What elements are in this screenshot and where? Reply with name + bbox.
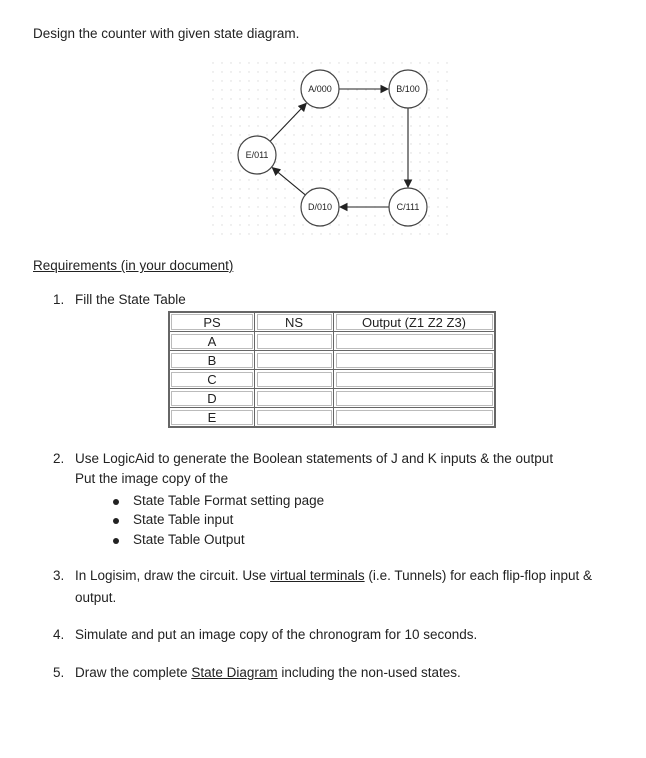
bullet-item: State Table Output [133, 532, 245, 547]
output-cell[interactable] [334, 332, 496, 351]
item-1-number: 1. [53, 292, 65, 307]
bullet-item: State Table input [133, 512, 234, 527]
item-3-number: 3. [53, 568, 65, 583]
ns-cell[interactable] [255, 389, 334, 408]
requirements-heading: Requirements (in your document) [33, 258, 234, 273]
ps-cell: D [169, 389, 255, 408]
output-cell[interactable] [334, 408, 496, 428]
state-label-d: D/010 [307, 202, 333, 212]
header-ns: NS [255, 312, 334, 332]
table-row [169, 351, 495, 370]
state-table-header-row [169, 312, 495, 332]
item-5-number: 5. [53, 665, 65, 680]
output-cell[interactable] [334, 370, 496, 389]
item-2-line-2: Put the image copy of the [75, 471, 229, 486]
virtual-terminals-link[interactable]: virtual terminals [270, 568, 365, 583]
ns-cell[interactable] [255, 408, 334, 428]
item-4-text: Simulate and put an image copy of the chronogram for 10 seconds. [75, 627, 478, 642]
ps-cell: E [169, 408, 255, 428]
state-label-a: A/000 [308, 84, 332, 94]
bullet-dot [113, 499, 119, 505]
page-title: Design the counter with given state diagram. [33, 26, 300, 41]
state-label-c: C/111 [396, 202, 420, 212]
table-row [169, 370, 495, 389]
bullet-dot [113, 518, 119, 524]
item-5-text-post: including the non-used states. [277, 665, 461, 680]
state-diagram [212, 62, 452, 238]
item-2-number: 2. [53, 451, 65, 466]
item-1 [53, 292, 186, 307]
item-3-line-2: output. [75, 590, 117, 605]
output-cell[interactable] [334, 351, 496, 370]
ps-cell: C [169, 370, 255, 389]
header-output: Output (Z1 Z2 Z3) [334, 312, 496, 332]
item-2-line-1: Use LogicAid to generate the Boolean statements of J and K inputs & the output [75, 451, 554, 466]
table-row [169, 408, 495, 428]
item-5-line [75, 665, 461, 680]
table-row [169, 332, 495, 351]
ns-cell[interactable] [255, 332, 334, 351]
item-3-line-1 [75, 568, 592, 583]
ps-cell: A [169, 332, 255, 351]
bullet-dot [113, 538, 119, 544]
output-cell[interactable] [334, 389, 496, 408]
state-label-e: E/011 [245, 150, 269, 160]
item-4-number: 4. [53, 627, 65, 642]
state-table [168, 311, 496, 428]
state-label-b: B/100 [396, 84, 420, 94]
ns-cell[interactable] [255, 351, 334, 370]
item-3-text-post: (i.e. Tunnels) for each flip-flop input & [364, 568, 592, 583]
state-diagram-link[interactable]: State Diagram [191, 665, 278, 680]
item-1-text: Fill the State Table [75, 292, 186, 307]
item-3-text-pre: In Logisim, draw the circuit. Use [75, 568, 271, 583]
table-row [169, 389, 495, 408]
bullet-item: State Table Format setting page [133, 493, 325, 508]
item-5-text-pre: Draw the complete [75, 665, 192, 680]
ns-cell[interactable] [255, 370, 334, 389]
ps-cell: B [169, 351, 255, 370]
header-ps: PS [169, 312, 255, 332]
